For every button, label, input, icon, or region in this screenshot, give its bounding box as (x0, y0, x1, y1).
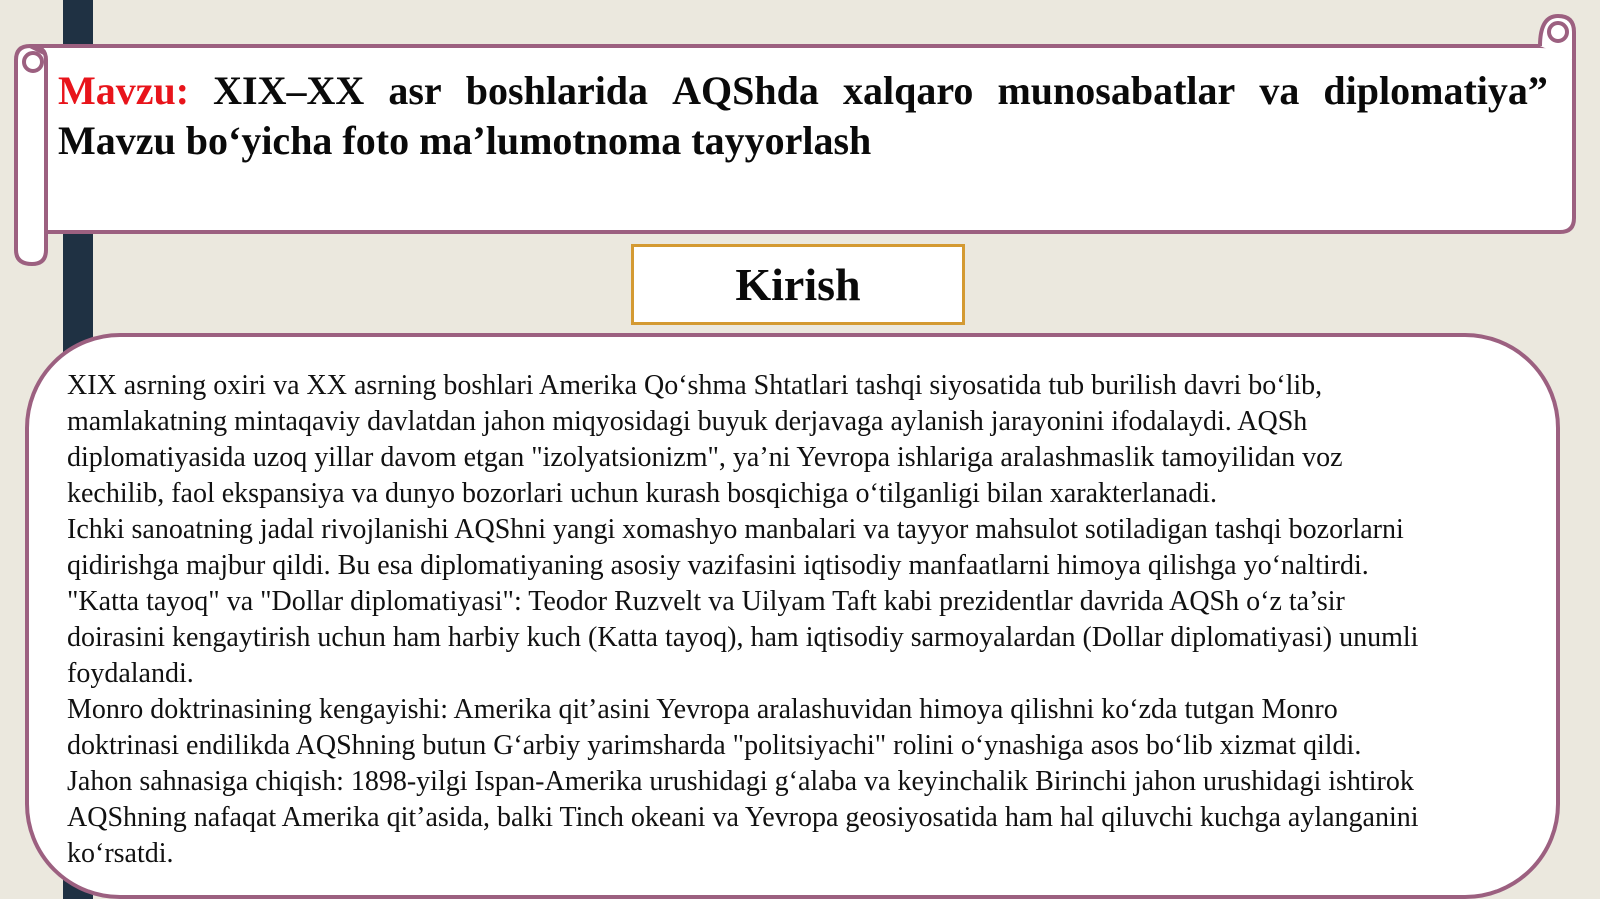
title-word: va (1259, 68, 1300, 113)
paragraph-line: Jahon sahnasiga chiqish: 1898-yilgi Ispan-Amerika urushidagi g‘alaba va keyinchalik Birinchi jahon urushidagi ishtirok (67, 766, 1414, 797)
paragraph-line: qidirishga majbur qildi. Bu esa diplomatiyaning asosiy vazifasini iqtisodiy manfaatlarni himoya qilishga yo‘naltirdi. (67, 550, 1369, 581)
paragraph-line: XIX asrning oxiri va XX asrning boshlari Amerika Qo‘shma Shtatlari tashqi siyosatida tub burilish davri bo‘lib, (67, 370, 1323, 401)
paragraph-line: doktrinasi endilikda AQShning butun G‘arbiy yarimsharda "politsiyachi" rolini o‘ynashiga asos bo‘lib xizmat qildi. (67, 730, 1362, 761)
title-word: boshlarida (465, 68, 649, 113)
paragraph-line: "Katta tayoq" va "Dollar diplomatiyasi": Teodor Ruzvelt va Uilyam Taft kabi prezidentlar davrida AQSh o‘z ta’sir (67, 586, 1345, 617)
title-label: Mavzu: (58, 68, 190, 113)
paragraph (67, 512, 1537, 584)
paragraph-line: mamlakatning mintaqaviy davlatdan jahon miqyosidagi buyuk derjavaga aylanish jarayonini ifodalaydi. AQSh (67, 406, 1308, 437)
title-word: AQShda (672, 68, 819, 113)
paragraph-line: doirasini kengaytirish uchun ham harbiy kuch (Katta tayoq), ham iqtisodiy sarmoyalardan (Dollar diplomatiyasi) unumli (67, 622, 1419, 653)
paragraph-line: Ichki sanoatning jadal rivojlanishi AQShni yangi xomashyo manbalari va tayyor mahsulot sotiladigan tashqi bozorlarni (67, 514, 1404, 545)
page-title (58, 66, 1548, 166)
title-word: asr (388, 68, 442, 113)
title-word: diplomatiya” (1323, 68, 1548, 113)
paragraph (67, 584, 1537, 692)
paragraph-line: kechilib, faol ekspansiya va dunyo bozorlari uchun kurash bosqichiga o‘tilganligi bilan xarakterlanadi. (67, 478, 1217, 509)
title-word: munosabatlar (997, 68, 1236, 113)
title-word: xalqaro (842, 68, 974, 113)
section-heading: Kirish (631, 244, 965, 325)
paragraph (67, 764, 1537, 872)
paragraph-line: Monro doktrinasining kengayishi: Amerika qit’asini Yevropa aralashuvidan himoya qilishni ko‘zda tutgan Monro (67, 694, 1338, 725)
title-word: XIX–XX (213, 68, 365, 113)
paragraph (67, 368, 1537, 512)
paragraph-line: diplomatiyasida uzoq yillar davom etgan "izolyatsionizm", ya’ni Yevropa ishlariga aralashmaslik tamoyilidan voz (67, 442, 1343, 473)
paragraph-line: ko‘rsatdi. (67, 838, 174, 869)
title-line-1 (58, 66, 1548, 116)
paragraph (67, 692, 1537, 764)
paragraph-line: foydalandi. (67, 658, 194, 689)
title-line-2: Mavzu bo‘yicha foto ma’lumotnoma tayyorlash (58, 118, 872, 163)
paragraph-line: AQShning nafaqat Amerika qit’asida, balki Tinch okeani va Yevropa geosiyosatida ham hal qiluvchi kuchga aylanganini (67, 802, 1419, 833)
content-text (67, 368, 1537, 872)
